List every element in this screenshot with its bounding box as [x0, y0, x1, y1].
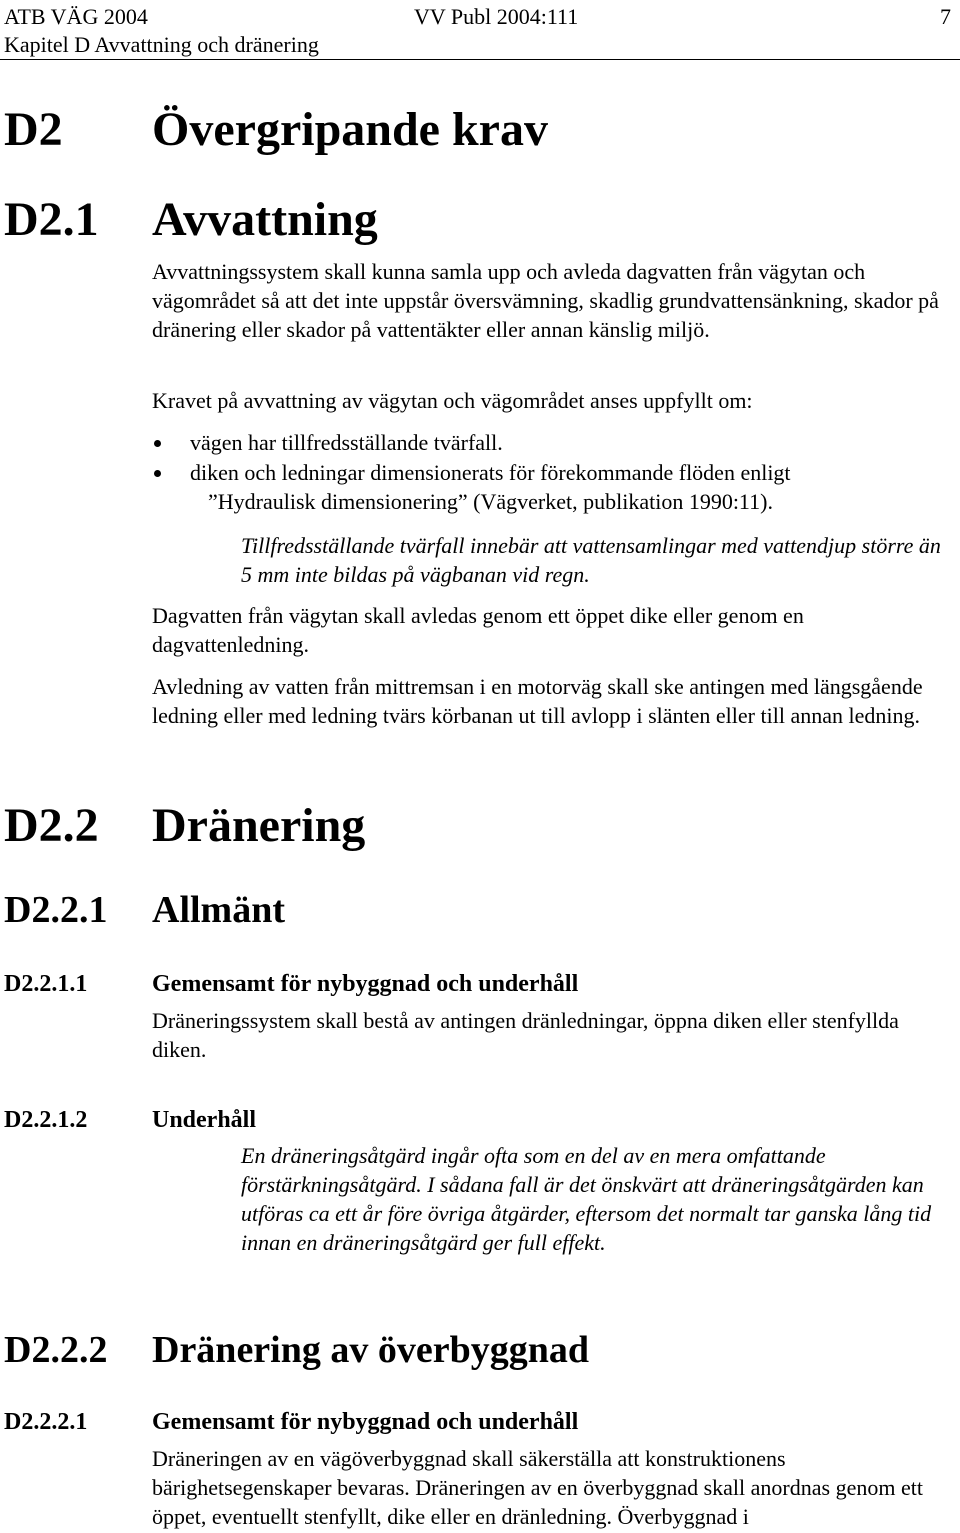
section-number-d2-2-2-1: D2.2.2.1 — [4, 1409, 88, 1435]
section-number-d2-2-1: D2.2.1 — [4, 889, 108, 931]
bullet-icon — [154, 470, 161, 477]
header-divider — [0, 59, 960, 60]
bullet-text-continuation: ”Hydraulisk dimensionering” (Vägverket, publikation 1990:11). — [208, 489, 773, 514]
section-title-d2-2-1-1: Gemensamt för nybyggnad och underhåll — [152, 971, 579, 997]
section-number-d2-2-1-1: D2.2.1.1 — [4, 971, 88, 997]
header-document-code: ATB VÄG 2004 — [4, 4, 148, 29]
section-number-d2-2: D2.2 — [4, 799, 99, 852]
section-title-d2-2-1-2: Underhåll — [152, 1107, 257, 1133]
section-title-d2-2-2-1: Gemensamt för nybyggnad och underhåll — [152, 1409, 579, 1435]
header-publication-number: VV Publ 2004:111 — [414, 4, 579, 29]
paragraph-avvattning-4: Avledning av vatten från mittremsan i en motorväg skall ske antingen med längsgående ledning eller med ledning tvärs körbanan ut till avlopp i slänten eller till annan ledning. — [152, 674, 923, 728]
note-underhall: En dräneringsåtgärd ingår ofta som en del av en mera omfattande förstärkningsåtgärd. I sådana fall är det önskvärt att dräneringsåtgärden kan utföras ca ett år före övriga åtgärder, eftersom det normalt tar ganska lång tid innan en dräneringsåtgärd ger full effekt. — [241, 1143, 932, 1255]
header-page-number: 7 — [940, 4, 951, 29]
section-title-d2-1: Avvattning — [152, 193, 378, 246]
paragraph-dranering-1: Dräneringssystem skall bestå av antingen dränledningar, öppna diken eller stenfyllda diken. — [152, 1008, 899, 1062]
bullet-text: diken och ledningar dimensionerats för förekommande flöden enligt — [190, 460, 791, 485]
section-number-d2-2-1-2: D2.2.1.2 — [4, 1107, 88, 1133]
section-title-d2-2: Dränering — [152, 799, 366, 852]
section-title-d2-2-2: Dränering av överbyggnad — [152, 1329, 589, 1371]
note-tvarfall: Tillfredsställande tvärfall innebär att vattensamlingar med vattendjup större än 5 mm inte bildas på vägbanan vid regn. — [241, 533, 941, 587]
header-chapter-title: Kapitel D Avvattning och dränering — [4, 32, 319, 57]
bullet-icon — [154, 440, 161, 447]
paragraph-avvattning-1: Avvattningssystem skall kunna samla upp och avleda dagvatten från vägytan och vägområdet så att det inte uppstår översvämning, skadlig grundvattensänkning, skador på dränering eller skador på vattentäkter eller annan känslig miljö. — [152, 259, 939, 342]
paragraph-overbyggnad-1: Dräneringen av en vägöverbyggnad skall säkerställa att konstruktionens bärighetsegenskaper bevaras. Dräneringen av en överbyggnad skall anordnas genom ett öppet, eventuellt stenfyllt, dike eller en dränledning. Överbyggnad i — [152, 1446, 923, 1529]
section-number-d2-1: D2.1 — [4, 193, 99, 246]
paragraph-avvattning-3: Dagvatten från vägytan skall avledas genom ett öppet dike eller genom en dagvattenledning. — [152, 603, 804, 657]
section-number-d2-2-2: D2.2.2 — [4, 1329, 108, 1371]
bullet-text: vägen har tillfredsställande tvärfall. — [190, 430, 503, 455]
paragraph-avvattning-2: Kravet på avvattning av vägytan och vägområdet anses uppfyllt om: — [152, 388, 753, 413]
section-title-d2: Övergripande krav — [152, 103, 548, 156]
section-number-d2: D2 — [4, 103, 63, 156]
section-title-d2-2-1: Allmänt — [152, 889, 285, 931]
